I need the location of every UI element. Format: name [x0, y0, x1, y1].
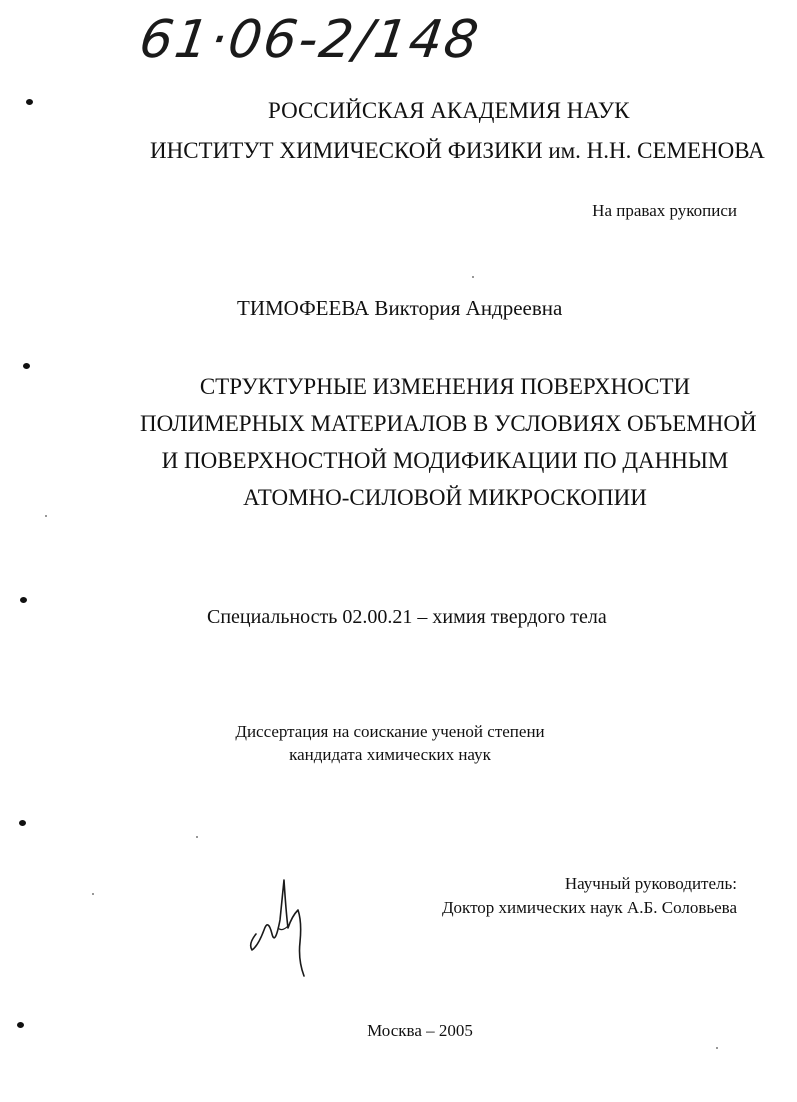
- scan-speck: [92, 893, 94, 895]
- city-year: Москва – 2005: [367, 1021, 473, 1040]
- punch-hole-mark: [26, 99, 33, 105]
- dissertation-title: [140, 368, 757, 516]
- title-line: И ПОВЕРХНОСТНОЙ МОДИФИКАЦИИ ПО ДАННЫМ: [161, 448, 729, 473]
- punch-hole-mark: [23, 363, 30, 369]
- degree-line-1: Диссертация на соискание ученой степени: [235, 722, 545, 741]
- supervisor-block: [442, 872, 737, 920]
- supervisor-name: Доктор химических наук А.Б. Соловьева: [441, 898, 737, 917]
- handwritten-archive-number: 61·06-2/148: [135, 10, 484, 70]
- handwritten-signature-icon: [242, 872, 322, 982]
- scan-speck: [716, 1047, 718, 1049]
- specialty: Специальность 02.00.21 – химия твердого тела: [207, 606, 607, 628]
- punch-hole-mark: [19, 820, 26, 826]
- punch-hole-mark: [20, 597, 27, 603]
- degree-line-2: кандидата химических наук: [289, 745, 491, 764]
- scan-speck: [196, 836, 198, 838]
- title-line: АТОМНО-СИЛОВОЙ МИКРОСКОПИИ: [243, 485, 647, 510]
- author-name: ТИМОФЕЕВА Виктория Андреевна: [237, 296, 563, 320]
- title-line: СТРУКТУРНЫЕ ИЗМЕНЕНИЯ ПОВЕРХНОСТИ: [199, 374, 691, 399]
- supervisor-label: Научный руководитель:: [564, 874, 737, 893]
- institute-name: ИНСТИТУТ ХИМИЧЕСКОЙ ФИЗИКИ им. Н.Н. СЕМЕНОВА: [150, 138, 765, 163]
- academy-name: РОССИЙСКАЯ АКАДЕМИЯ НАУК: [268, 98, 630, 123]
- scan-speck: [472, 276, 474, 278]
- scan-speck: [45, 515, 47, 517]
- manuscript-rights-note: На правах рукописи: [592, 201, 737, 220]
- degree-statement: [0, 720, 780, 766]
- title-line: ПОЛИМЕРНЫХ МАТЕРИАЛОВ В УСЛОВИЯХ ОБЪЕМНОЙ: [140, 411, 757, 436]
